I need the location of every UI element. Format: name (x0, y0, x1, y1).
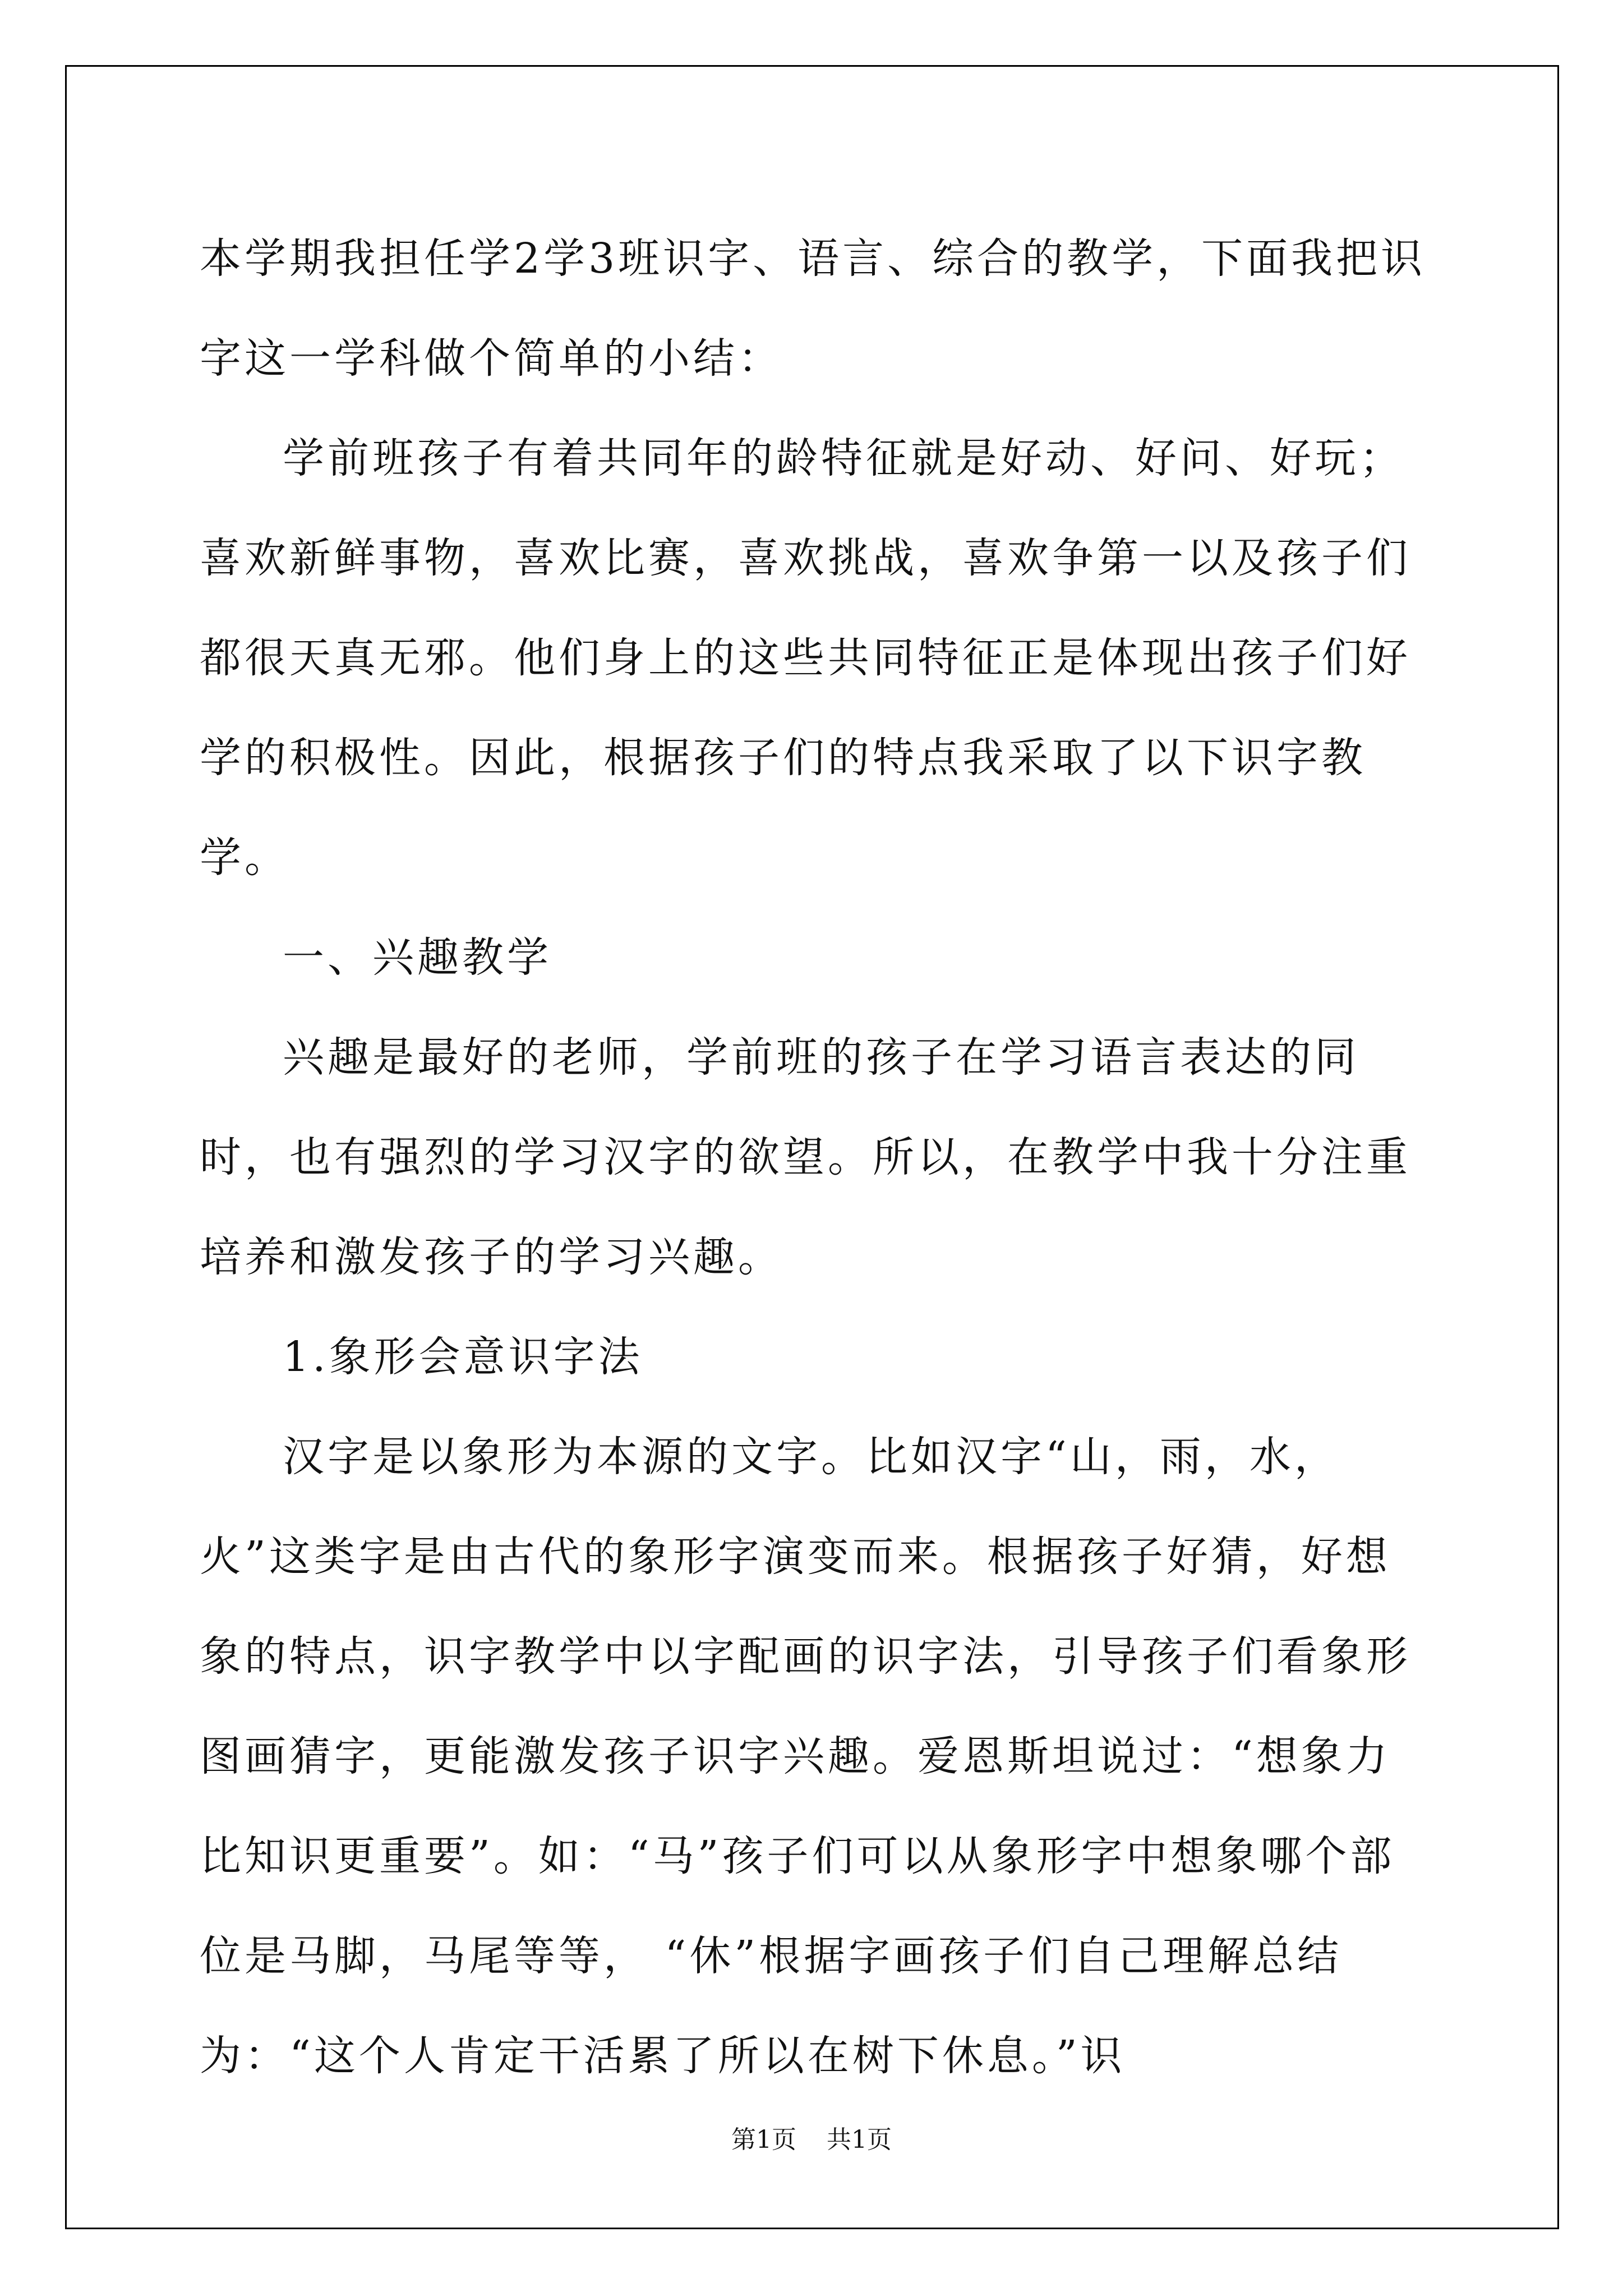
document-body (200, 209, 1428, 2106)
paragraph-pictographic: 汉字是以象形为本源的文字。比如汉字“山，雨，水，火”这类字是由古代的象形字演变而来。根据孩子好猜，好想象的特点，识字教学中以字配画的识字法，引导孩子们看象形图画猜字，更能激发孩子识字兴趣。爱恩斯坦说过：“想象力比知识更重要”。如：“马”孩子们可以从象形字中想象哪个部位是马脚，马尾等等， “休”根据字画孩子们自己理解总结为：“这个人肯定干活累了所以在树下休息。”识 (200, 1433, 1411, 2080)
page-footer (0, 2123, 1623, 2157)
subheading-pictographic-method: 1.象形会意识字法 (283, 1333, 643, 1381)
page-total: 共1页 (827, 2125, 892, 2154)
paragraph-intro: 本学期我担任学2学3班识字、语言、综合的教学，下面我把识字这一学科做个简单的小结： (200, 234, 1426, 383)
section-heading-interest-teaching: 一、兴趣教学 (283, 933, 552, 982)
page-number: 第1页 (731, 2125, 796, 2154)
paragraph-characteristics: 学前班孩子有着共同年的龄特征就是好动、好问、好玩；喜欢新鲜事物，喜欢比赛，喜欢挑战，喜欢争第一以及孩子们都很天真无邪。他们身上的这些共同特征正是体现出孩子们好学的积极性。因此，根据孩子们的特点我采取了以下识字教学。 (200, 434, 1411, 882)
paragraph-interest: 兴趣是最好的老师，学前班的孩子在学习语言表达的同时，也有强烈的学习汉字的欲望。所以，在教学中我十分注重培养和激发孩子的学习兴趣。 (200, 1033, 1411, 1281)
